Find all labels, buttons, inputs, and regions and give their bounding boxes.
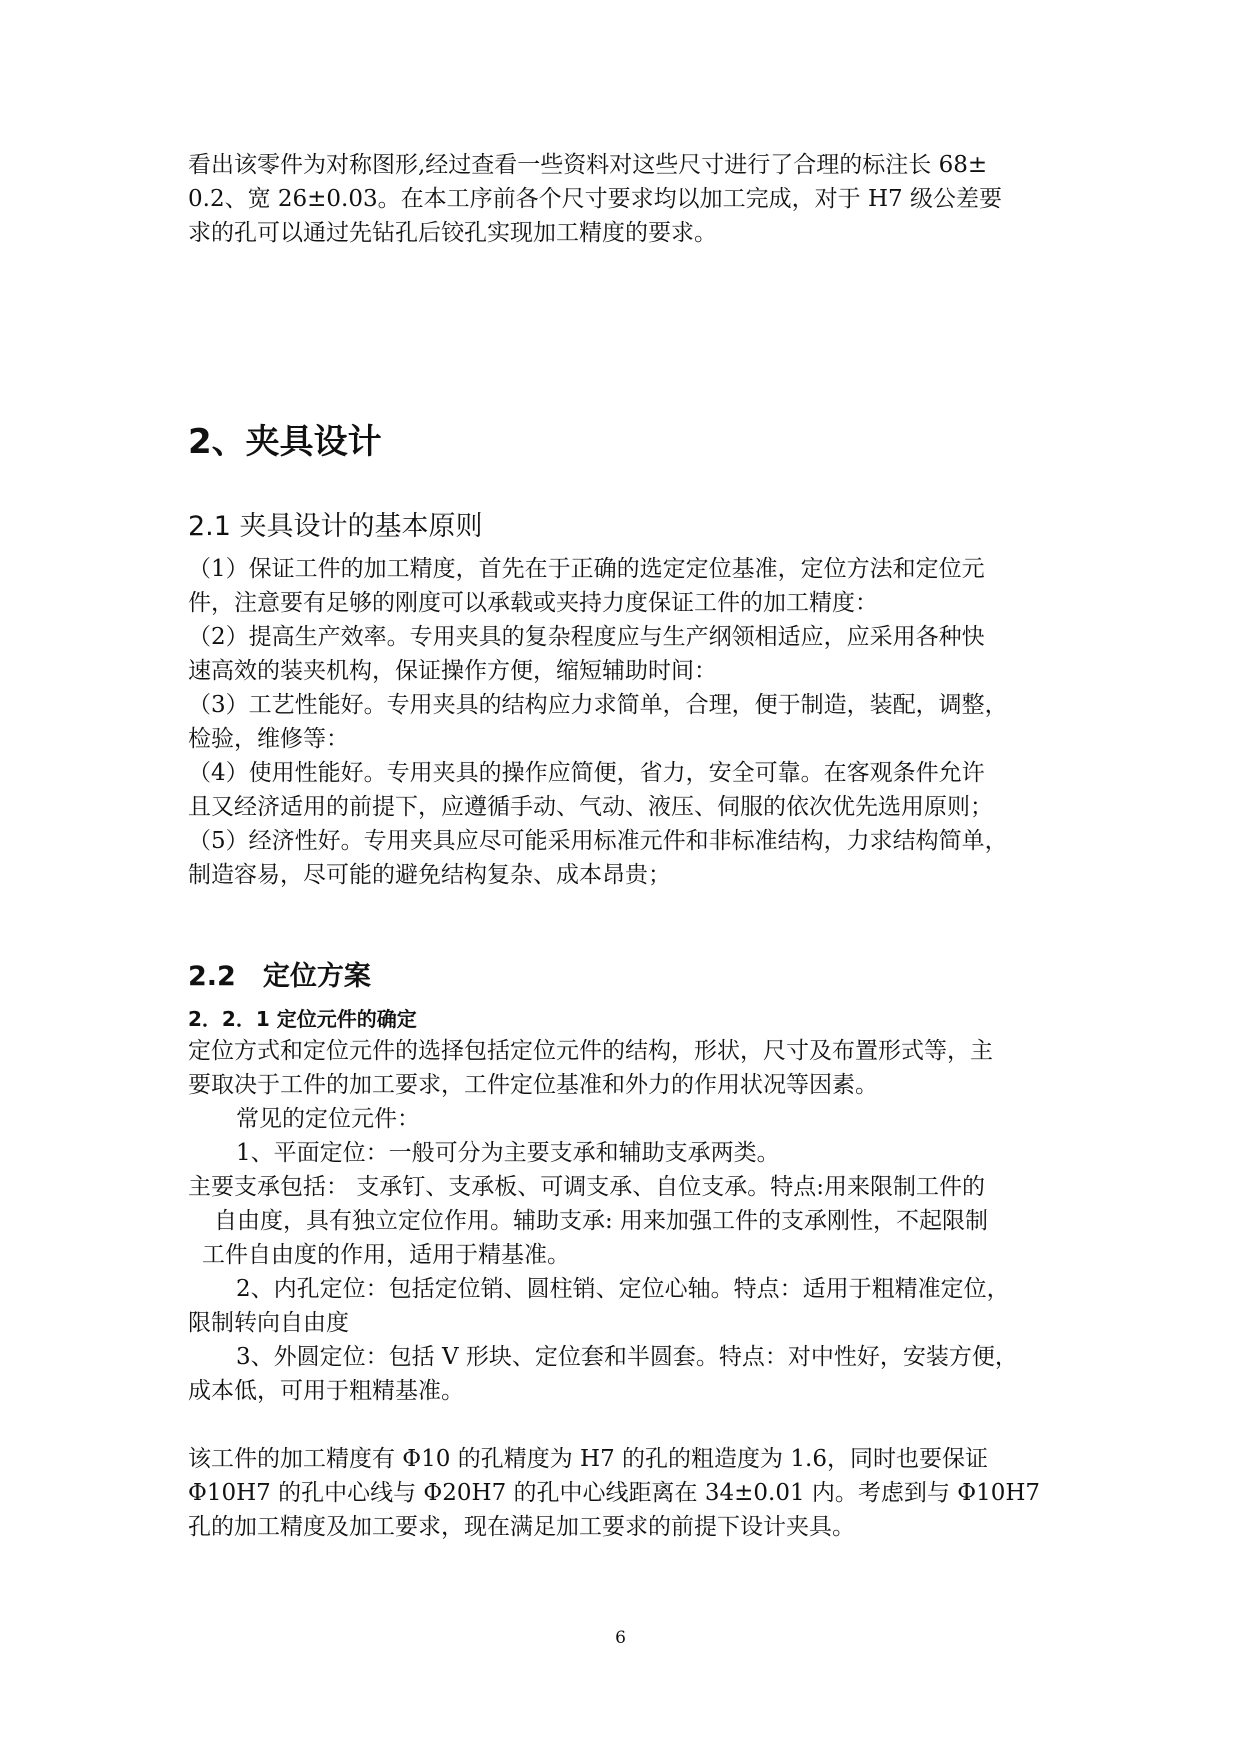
text-line: 且又经济适用的前提下，应遵循手动、气动、液压、伺服的依次优先选用原则； [188,794,993,820]
text-line: （3）工艺性能好。专用夹具的结构应力求简单，合理，便于制造，装配，调整， [188,692,1008,718]
text-line: 3、外圆定位：包括 V 形块、定位套和半圆套。特点：对中性好，安装方便， [236,1344,1018,1370]
text-line: 工件自由度的作用，适用于精基准。 [202,1242,570,1268]
text-line: 看出该零件为对称图形,经过查看一些资料对这些尺寸进行了合理的标注长 68± [188,152,988,178]
page-number: 6 [615,1628,626,1648]
text-line: 求的孔可以通过先钻孔后铰孔实现加工精度的要求。 [188,220,717,246]
section-heading-2: 2、夹具设计 [188,422,382,462]
text-line: 2、内孔定位：包括定位销、圆柱销、定位心轴。特点：适用于粗精准定位， [236,1276,1010,1302]
locating-paragraph [188,1034,1056,1408]
text-line: 该工件的加工精度有 Φ10 的孔精度为 H7 的孔的粗造度为 1.6，同时也要保证 [188,1446,988,1472]
subsection-heading-2-2-1: 2．2．1 定位元件的确定 [188,1007,417,1031]
text-line: 常见的定位元件： [236,1106,420,1132]
text-line: 0.2、宽 26±0.03。在本工序前各个尺寸要求均以加工完成，对于 H7 级公差要 [188,186,1002,212]
section-heading-2-2: 2.2 定位方案 [188,961,371,992]
principles-paragraph [188,552,1056,892]
text-line: 主要支承包括： 支承钉、支承板、可调支承、自位支承。特点:用来限制工件的 [188,1174,986,1200]
text-line: 成本低，可用于粗精基准。 [188,1378,464,1404]
text-line: （2）提高生产效率。专用夹具的复杂程度应与生产纲领相适应，应采用各种快 [188,624,985,650]
section-heading-2-1: 2.1 夹具设计的基本原则 [188,511,483,542]
text-line: 件，注意要有足够的刚度可以承载或夹持力度保证工件的加工精度： [188,590,878,616]
intro-paragraph [188,148,1056,250]
text-line: （1）保证工件的加工精度，首先在于正确的选定定位基准，定位方法和定位元 [188,556,985,582]
final-paragraph [188,1442,1056,1544]
text-line: 限制转向自由度 [188,1310,349,1336]
page-content [188,148,1056,1544]
text-line: 1、平面定位：一般可分为主要支承和辅助支承两类。 [236,1140,780,1166]
text-line: 速高效的装夹机构，保证操作方便，缩短辅助时间： [188,658,717,684]
text-line: 自由度，具有独立定位作用。辅助支承: 用来加强工件的支承刚性，不起限制 [214,1208,989,1234]
text-line: 孔的加工精度及加工要求，现在满足加工要求的前提下设计夹具。 [188,1514,855,1540]
text-line: （4）使用性能好。专用夹具的操作应简便，省力，安全可靠。在客观条件允许 [188,760,985,786]
text-line: 定位方式和定位元件的选择包括定位元件的结构，形状，尺寸及布置形式等，主 [188,1038,993,1064]
text-line: 检验，维修等： [188,726,349,752]
text-line: Φ10H7 的孔中心线与 Φ20H7 的孔中心线距离在 34±0.01 内。考虑到与 Φ10H7 [188,1480,1041,1506]
text-line: 要取决于工件的加工要求，工件定位基准和外力的作用状况等因素。 [188,1072,878,1098]
text-line: （5）经济性好。专用夹具应尽可能采用标准元件和非标准结构，力求结构简单， [188,828,1008,854]
text-line: 制造容易，尽可能的避免结构复杂、成本昂贵； [188,862,671,888]
